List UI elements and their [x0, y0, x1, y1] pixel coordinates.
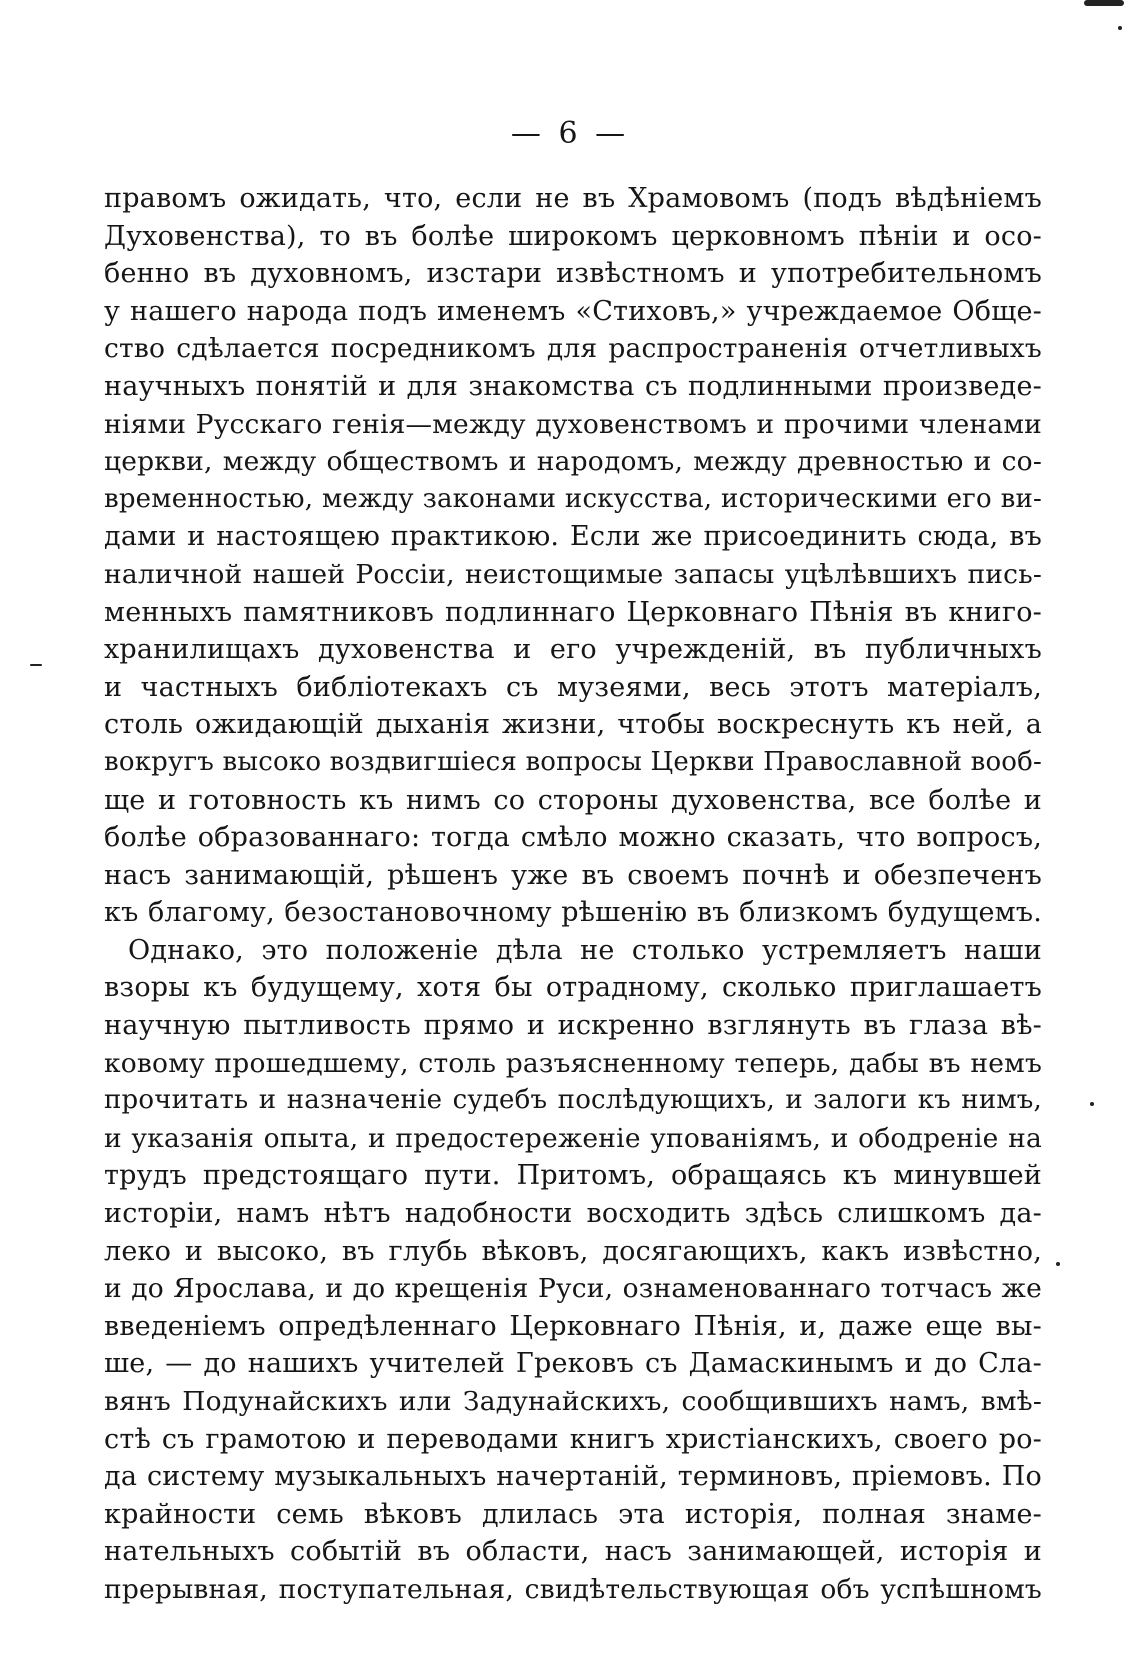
text-line: къ благому, безостановочному рѣшенію въ близкомъ будущемъ. — [104, 897, 1042, 929]
text-line: ковому прошедшему, столь разъясненному теперь, дабы въ немъ — [104, 1047, 1042, 1079]
text-line: ніями Русскаго генія—между духовенствомъ и прочими членами — [104, 408, 1042, 440]
text-line: взоры къ будущему, хотя бы отрадному, сколько приглашаетъ — [104, 972, 1042, 1004]
text-line: крайности семь вѣковъ длилась эта исторія, полная знаме- — [104, 1498, 1042, 1530]
text-line: хранилищахъ духовенства и его учрежденій, въ публичныхъ — [104, 634, 1042, 666]
text-line: ше, — до нашихъ учителей Грековъ съ Дамаскинымъ и до Сла- — [104, 1348, 1042, 1380]
text-line: правомъ ожидать, что, если не въ Храмовомъ (подъ вѣдѣніемъ — [104, 183, 1042, 214]
text-line: дами и настоящею практикою. Если же присоединить сюда, въ — [104, 521, 1042, 553]
scan-speck — [30, 664, 42, 666]
text-line: научную пытливость прямо и искренно взглянуть въ глаза вѣ- — [104, 1010, 1042, 1042]
text-line: введеніемъ опредѣленнаго Церковнаго Пѣнія, и, даже еще вы- — [104, 1310, 1042, 1342]
scan-speck — [1118, 26, 1122, 30]
text-line: болѣе образованнаго: тогда смѣло можно сказать, что вопросъ, — [104, 822, 1042, 854]
text-line: и указанія опыта, и предостереженіе упованіямъ, и ободреніе на — [104, 1122, 1042, 1154]
text-line: столь ожидающій дыханія жизни, чтобы воскреснуть къ ней, а — [104, 709, 1042, 741]
scan-speck — [1090, 1102, 1094, 1106]
text-line: прочитать и назначеніе судебъ послѣдующихъ, и залоги къ нимъ, — [104, 1085, 1042, 1116]
text-line: и частныхъ библіотекахъ съ музеями, весь этотъ матеріалъ, — [104, 671, 1042, 703]
text-line: вянъ Подунайскихъ или Задунайскихъ, сообщившихъ намъ, вмѣ- — [104, 1386, 1042, 1417]
scan-speck — [1056, 1262, 1060, 1266]
text-line: ще и готовность къ нимъ со стороны духовенства, все болѣе и — [104, 784, 1042, 816]
text-line: Духовенства), то въ болѣе широкомъ церковномъ пѣніи и осо- — [104, 220, 1042, 252]
text-line: и до Ярослава, и до крещенія Руси, ознаменованнаго тотчасъ же — [104, 1273, 1042, 1305]
text-line: насъ занимающій, рѣшенъ уже въ своемъ почнѣ и обезпеченъ — [104, 859, 1042, 891]
text-line: леко и высоко, въ глубь вѣковъ, досягающихъ, какъ извѣстно, — [104, 1235, 1042, 1267]
text-line: ство сдѣлается посредникомъ для распространенія отчетливыхъ — [104, 333, 1042, 365]
text-line: бенно въ духовномъ, изстари извѣстномъ и употребительномъ — [104, 258, 1042, 290]
text-line: вокругъ высоко воздвигшіеся вопросы Церкви Православной вооб- — [104, 746, 1042, 777]
text-line: прерывная, поступательная, свидѣтельствующая объ успѣшномъ — [104, 1573, 1042, 1605]
text-line: нательныхъ событій въ области, насъ занимающей, исторія и — [104, 1536, 1042, 1568]
text-line: у нашего народа подъ именемъ «Стиховъ,» учреждаемое Общe- — [104, 295, 1042, 327]
text-line: наличной нашей Россіи, неистощимые запасы уцѣлѣвшихъ пись- — [104, 558, 1042, 590]
text-line: временностью, между законами искусства, историческими его ви- — [104, 483, 1042, 514]
text-line: да систему музыкальныхъ начертаній, терминовъ, пріемовъ. По — [104, 1461, 1042, 1493]
text-line: научныхъ понятій и для знакомства съ подлинными произведе- — [104, 370, 1042, 402]
text-line: менныхъ памятниковъ подлиннаго Церковнаго Пѣнія въ книго- — [104, 596, 1042, 628]
scan-speck — [1084, 0, 1124, 6]
text-line: стѣ съ грамотою и переводами книгъ христіанскихъ, своего ро- — [104, 1423, 1042, 1455]
body-text — [104, 180, 1042, 1609]
page-number: — 6 — — [510, 116, 630, 151]
paragraph-start-line: Однако, это положеніе дѣла не столько устремляетъ наши — [128, 934, 1042, 966]
text-line: трудъ предстоящаго пути. Притомъ, обращаясь къ минувшей — [104, 1160, 1042, 1192]
text-line: исторіи, намъ нѣтъ надобности восходить здѣсь слишкомъ да- — [104, 1198, 1042, 1230]
text-line: церкви, между обществомъ и народомъ, между древностью и со- — [104, 446, 1042, 478]
